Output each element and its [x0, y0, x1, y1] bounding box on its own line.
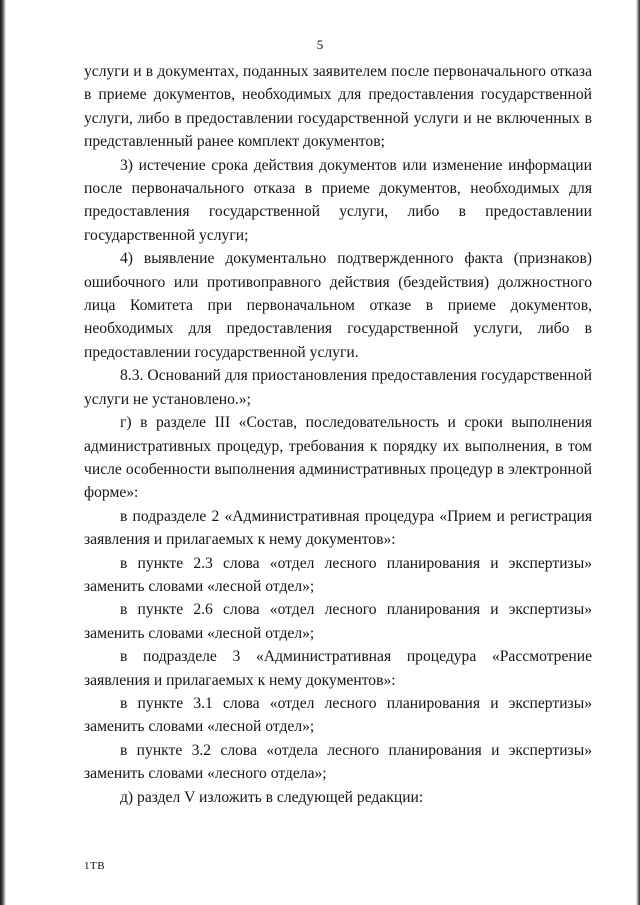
- paragraph: 3) истечение срока действия документов или изменение информации после первоначального отказа в приеме документов, необходимых для предоставления государственной услуги, либо в предоставлении государственной услуги;: [84, 156, 592, 244]
- body-text: [84, 60, 592, 809]
- paragraph: г) в разделе III «Состав, последовательность и сроки выполнения административных процедур, требования к порядку их выполнения, в том числе особенности выполнения административных процедур в электронной форме»:: [84, 414, 592, 502]
- paragraph: в пункте 3.1 слова «отдел лесного планирования и экспертизы» заменить словами «лесной отдел»;: [84, 694, 592, 736]
- paragraph: 8.3. Оснований для приостановления предоставления государственной услуги не установлено.»;: [84, 367, 592, 408]
- paragraph: в пункте 2.3 слова «отдел лесного планирования и экспертизы» заменить словами «лесной отдел»;: [84, 554, 592, 595]
- paragraph: в подразделе 3 «Административная процедура «Рассмотрение заявления и прилагаемых к нему документов»:: [84, 648, 592, 689]
- paragraph: в пункте 2.6 слова «отдел лесного планирования и экспертизы» заменить словами «лесной отдел»;: [84, 601, 592, 642]
- footer-code: 1ТВ: [84, 860, 106, 872]
- page-number: 5: [316, 37, 324, 52]
- paragraph: 4) выявление документально подтвержденного факта (признаков) ошибочного или противоправного действия (бездействия) должностного лица Комитета при первоначальном отказе в приеме документов, необходимых для предоставления государственной услуги, либо в предоставлении государственной услуги.: [84, 250, 592, 361]
- paragraph: д) раздел V изложить в следующей редакции:: [120, 788, 424, 806]
- paragraph: услуги и в документах, поданных заявителем после первоначального отказа в приеме документов, необходимых для предоставления государственной услуги, либо в предоставлении государственной услуги и не включенных в представленный ранее комплект документов;: [84, 63, 592, 151]
- paragraph: в подразделе 2 «Административная процедура «Прием и регистрация заявления и прилагаемых к нему документов»:: [84, 507, 592, 549]
- scan-edge-left: [0, 0, 6, 905]
- scan-edge-right: [636, 0, 640, 905]
- paragraph: в пункте 3.2 слова «отдела лесного планирования и экспертизы» заменить словами «лесного отдела»;: [84, 741, 592, 783]
